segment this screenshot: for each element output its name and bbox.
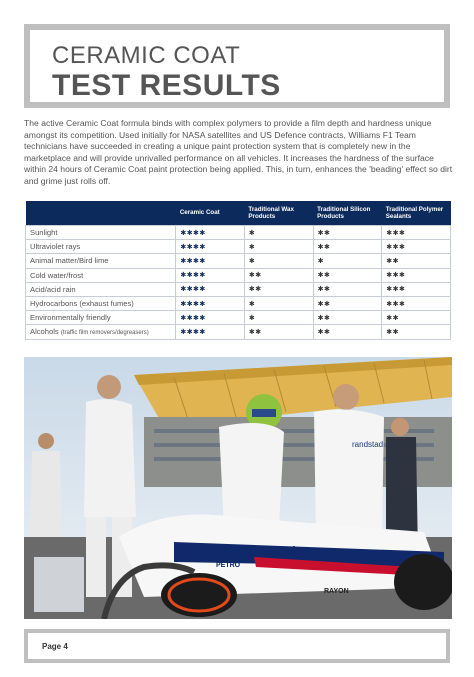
table-row [26, 254, 451, 268]
table-row [26, 296, 451, 310]
rating-wax: ✱ [244, 240, 313, 254]
title-line-1: CERAMIC COAT [52, 42, 241, 69]
rating-polymer: ✱✱✱ [382, 268, 451, 282]
row-label: Hydrocarbons (exhaust fumes) [26, 296, 176, 310]
rating-wax: ✱ [244, 226, 313, 240]
rating-silicon: ✱✱ [313, 325, 382, 339]
row-label: Environmentally friendly [26, 311, 176, 325]
header-polymer: Traditional Polymer Sealants [382, 201, 451, 226]
rating-ceramic: ✱✱✱✱ [176, 226, 245, 240]
rating-polymer: ✱✱ [382, 325, 451, 339]
header-blank [26, 201, 176, 226]
rating-polymer: ✱✱✱ [382, 296, 451, 310]
row-label: Cold water/frost [26, 268, 176, 282]
rating-polymer: ✱✱✱ [382, 226, 451, 240]
rating-wax: ✱✱ [244, 282, 313, 296]
rating-polymer: ✱✱ [382, 311, 451, 325]
row-label: Sunlight [26, 226, 176, 240]
rating-silicon: ✱✱ [313, 268, 382, 282]
pit-lane-photo [24, 357, 452, 619]
sponsor-petro: PETRO [216, 562, 241, 569]
rating-ceramic: ✱✱✱✱ [176, 240, 245, 254]
table-row [26, 325, 451, 339]
rating-silicon: ✱✱ [313, 282, 382, 296]
rating-ceramic: ✱✱✱✱ [176, 282, 245, 296]
badge-rayon: RAYON [324, 588, 349, 595]
row-label: Acid/acid rain [26, 282, 176, 296]
footer-frame [24, 629, 450, 663]
title-frame [24, 24, 450, 108]
title-panel [30, 30, 444, 102]
row-label: Ultraviolet rays [26, 240, 176, 254]
rating-silicon: ✱✱ [313, 226, 382, 240]
rating-ceramic: ✱✱✱✱ [176, 254, 245, 268]
row-label-note: (traffic film removers/degreasers) [60, 330, 149, 337]
rating-wax: ✱ [244, 296, 313, 310]
rating-wax: ✱✱ [244, 325, 313, 339]
rating-wax: ✱ [244, 254, 313, 268]
rating-polymer: ✱✱✱ [382, 240, 451, 254]
rating-ceramic: ✱✱✱✱ [176, 325, 245, 339]
rating-polymer: ✱✱ [382, 254, 451, 268]
table-row [26, 226, 451, 240]
table-row [26, 311, 451, 325]
table-row [26, 268, 451, 282]
rating-ceramic: ✱✱✱✱ [176, 311, 245, 325]
header-silicon: Traditional Silicon Products [313, 201, 382, 226]
intro-paragraph: The active Ceramic Coat formula binds with complex polymers to provide a film depth and hardness unique amongst its competition. Used initially for NASA satellites and US Defence contracts, Williams F1 Team technicians have succeeded in creating a unique paint protection system that is completely new in the marketplace and will provide unrivalled performance on all vehicles. It increases the hardness of the surface within 24 hours of Ceramic Coat paint protection being applied. This, in turn, enhances the 'beading' effect so dirt and grime just rolls off. [24, 118, 453, 186]
rating-silicon: ✱ [313, 254, 382, 268]
rating-ceramic: ✱✱✱✱ [176, 268, 245, 282]
rating-wax: ✱ [244, 311, 313, 325]
results-table [25, 201, 451, 340]
row-label: Animal matter/Bird lime [26, 254, 176, 268]
table-row [26, 282, 451, 296]
table-row [26, 240, 451, 254]
team-logo-text: randstad [352, 440, 384, 449]
table-header-row [26, 201, 451, 226]
rating-silicon: ✱✱ [313, 240, 382, 254]
rating-silicon: ✱✱ [313, 296, 382, 310]
photo-illustration [24, 357, 452, 619]
header-ceramic-coat: Ceramic Coat [176, 201, 245, 226]
rating-wax: ✱✱ [244, 268, 313, 282]
row-label: Alcohols (traffic film removers/degreasers) [26, 325, 176, 339]
rating-polymer: ✱✱✱ [382, 282, 451, 296]
sponsor-experian: Experian [259, 544, 310, 558]
header-wax: Traditional Wax Products [244, 201, 313, 226]
rating-ceramic: ✱✱✱✱ [176, 296, 245, 310]
rating-silicon: ✱✱ [313, 311, 382, 325]
title-line-2: TEST RESULTS [52, 69, 281, 102]
page-number: Page 4 [28, 633, 446, 659]
